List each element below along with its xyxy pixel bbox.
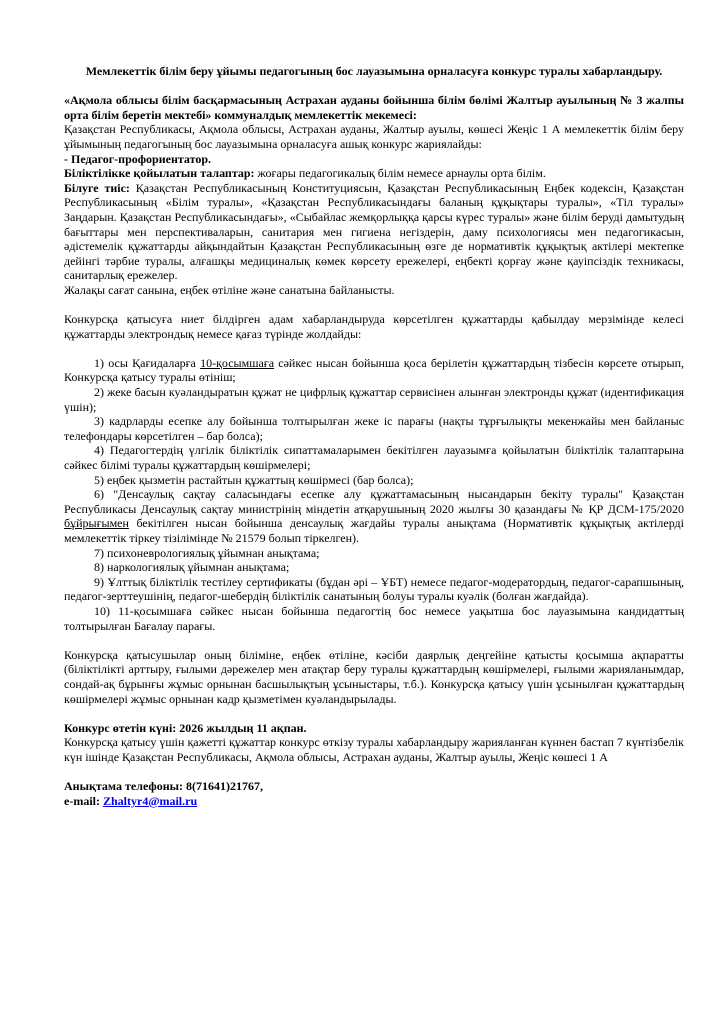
text-run: 2) жеке басын куәландыратын құжат не цифрлық құжаттар сервисінен алынған электронды құжат (идентификация үшін); [64, 385, 684, 414]
doc-item-7 [64, 546, 684, 561]
submission-info [64, 735, 684, 764]
text-run: жоғары педагогикалық білім немесе арнаулы орта білім. [257, 166, 546, 181]
text-run: - Педагог-профориентатор. [64, 151, 212, 166]
text-run: 8) наркологиялық ұйымнан анықтама; [94, 560, 290, 575]
text-run: Мемлекеттік білім беру ұйымы педагогының бос лауазымына орналасуға конкурс туралы хабарландыру. [85, 64, 663, 78]
application-intro [64, 312, 684, 341]
doc-item-8 [64, 560, 684, 575]
additional-info [64, 648, 684, 706]
org-name [64, 93, 684, 122]
email-link[interactable]: Zhaltyr4@mail.ru [102, 793, 198, 808]
text-run: Конкурсқа қатысу үшін қажетті құжаттар конкурс өткізу туралы хабарландыру жарияланған күннен бастап 7 күнтізбелік күн ішінде Қазақстан Республикасы, Ақмола облысы, Астрахан ауданы, Жалтыр ауылы, Жеңіс көшесі 1 А [64, 735, 684, 764]
text-run: 1) осы Қағидаларға [94, 355, 201, 370]
text-run: Конкурсқа қатысуға ниет білдірген адам хабарландыруда көрсетілген құжаттарды қабылдау мерзімінде келесі құжаттарды электрондық немесе қағаз түрінде жолдайды: [64, 312, 684, 341]
text-run: 10-қосымшаға [200, 355, 275, 370]
text-run: Қазақстан Республикасының Конституциясын, Қазақстан Республикасының Еңбек кодексін, Қазақстан Республикасының «Білім туралы», «Қазақстан Республикасындағы баланың құқықтары туралы», «Тіл туралы» Заңдарын. Қазақстан Республикасындағы», «Сыбайлас жемқорлыққа қарсы күрес туралы» және білім беруді дамытудың бағыттары мен перспективаларын, санитария мен гигиена негіздерін, даму психологиясы мен педагогикасын, әдістемелік құжаттарды айқындайтын Қазақстан Республикасының өзге де нормативтік құқықтық актілері мектепке дейінгі тәрбие туралы, алғашқы медициналық көмек көрсету ережелері, еңбекті қорғау және қауіпсіздік техникасы, санитарлық ережелер. [64, 180, 684, 283]
position-item [64, 152, 684, 167]
phone-line [64, 779, 684, 794]
text-run: Жалақы сағат санына, еңбек өтіліне және санатына байланысты. [64, 282, 395, 297]
qualification-requirements [64, 166, 684, 181]
text-run: Біліктілікке қойылатын талаптар: [64, 166, 258, 181]
text-run: Конкурс өтетін күні: 2026 жылдың 11 ақпан. [64, 720, 307, 735]
text-run: «Ақмола облысы білім басқармасының Астрахан ауданы бойынша білім бөлімі Жалтыр ауылының № 3 жалпы орта білім беретін мектебі» коммуналдық мемлекеттік мекемесі: [64, 93, 684, 122]
doc-item-1 [64, 356, 684, 385]
email-line [64, 794, 684, 809]
doc-item-5 [64, 473, 684, 488]
doc-item-3 [64, 414, 684, 443]
text-run: 3) кадрларды есепке алу бойынша толтырылған жеке іс парағы (нақты тұрғылықты мекенжайы мен байланыс телефондары көрсетілген – бар болса); [64, 414, 684, 443]
must-know [64, 181, 684, 283]
text-run: Конкурсқа қатысушылар оның біліміне, еңбек өтіліне, кәсіби даярлық деңгейіне қатысты қосымша ақпаратты (біліктілікті арттыру, ғылыми дәрежелер мен атақтар беру туралы құжаттардың көшірмелері, ғылыми жарияланымдар, сондай-ақ бұрынғы жұмыс орнынан басшылықтың ұсыныстары, т.б.). Конкурсқа қатысу үшін ұсынылған құжаттардың көшірмелері жұмыс орнынан кадр қызметімен куәландырылады. [64, 647, 684, 706]
text-run: бұйрығымен [64, 516, 129, 531]
text-run: сәйкес нысан бойынша қоса берілетін құжаттардың тізбесін көрсете отырып, Конкурсқа қатысу туралы өтініш; [64, 355, 684, 385]
salary-note [64, 283, 684, 298]
text-run: 5) еңбек қызметін растайтын құжаттың көшірмесі (бар болса); [94, 472, 414, 487]
text-run: 9) Ұлттық біліктілік тестілеу сертификаты (бұдан әрі – ҰБТ) немесе педагог-модератордың, педагог-сарапшының, педагог-зерттеушінің, педагог-шебердің біліктілік санатының болуы туралы куәлік (болған жағдайда). [64, 574, 684, 604]
text-run: 4) Педагогтердің үлгілік біліктілік сипаттамаларымен бекітілген лауазымға қойылатын біліктілік талаптарына сәйкес білімі туралы құжаттардың көшірмелері; [64, 443, 684, 473]
doc-item-9 [64, 575, 684, 604]
text-run: Қазақстан Республикасы, Ақмола облысы, Астрахан ауданы, Жалтыр ауылы, көшесі Жеңіс 1 А мемлекеттік білім беру ұйымының педагогының бос лауазымына орналасуға ашық конкурс жариялайды: [64, 122, 684, 151]
text-run: 10) 11-қосымшаға сәйкес нысан бойынша педагогтің бос немесе уақытша бос лауазымына кандидаттың толтырылған Бағалау парағы. [64, 603, 684, 633]
doc-item-6 [64, 487, 684, 545]
org-announcement [64, 122, 684, 151]
document-body [64, 64, 684, 808]
text-run: бекітілген нысан бойынша денсаулық жағдайы туралы анықтама (Нормативтік құқықтық актілерді мемлекеттік тіркеу тізілімінде № 21579 болып тіркелген). [64, 516, 684, 545]
text-run: e-mail: [64, 793, 103, 808]
doc-item-4 [64, 443, 684, 472]
doc-item-10 [64, 604, 684, 633]
doc-item-2 [64, 385, 684, 414]
text-run: 7) психоневрологиялық ұйымнан анықтама; [94, 545, 320, 560]
text-run: Анықтама телефоны: 8(71641)21767, [64, 779, 263, 794]
doc-title [64, 64, 684, 79]
text-run: 6) "Денсаулық сақтау саласындағы есепке алу құжаттамасының нысандарын бекіту туралы" Қазақстан Республикасы Денсаулық сақтау министрінің міндетін атқарушының 2020 жылғы 30 қазандағы № ҚР ДСМ-175/2020 [64, 487, 684, 516]
contest-date [64, 721, 684, 736]
text-run: Білуге тиіс: [64, 180, 136, 195]
